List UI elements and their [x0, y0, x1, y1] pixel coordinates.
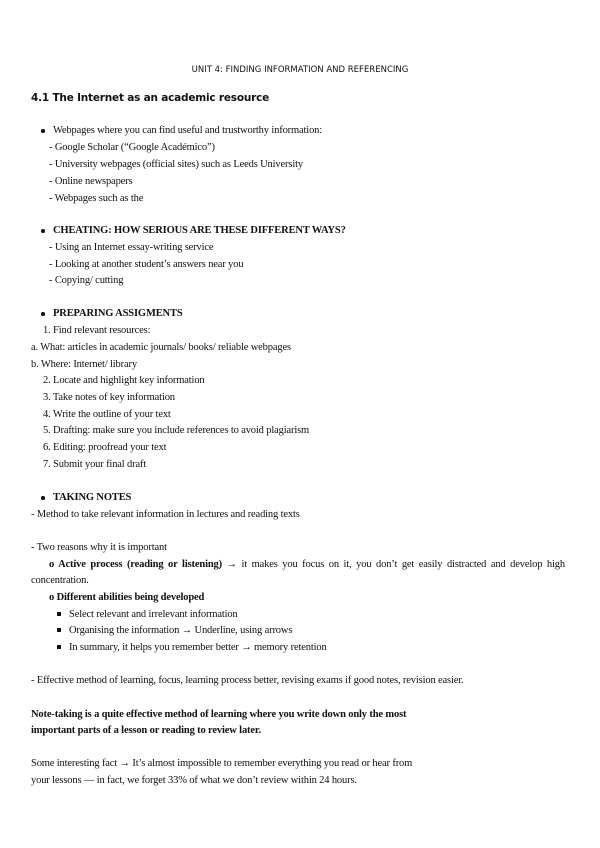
list-item: In summary, it helps you remember better → memory retention: [69, 642, 327, 653]
bold-summary-line2: important parts of a lesson or reading to review later.: [31, 725, 261, 736]
list-item: 2. Locate and highlight key information: [43, 375, 205, 386]
webpages-heading: Webpages where you can find useful and trustworthy information:: [53, 125, 323, 136]
unit-title: UNIT 4: FINDING INFORMATION AND REFERENCING: [191, 65, 409, 75]
notes-effective: - Effective method of learning, focus, learning process better, revising exams if good notes, revision easier.: [31, 675, 464, 686]
active-process-line: [49, 558, 565, 571]
preparing-heading: PREPARING ASSIGMENTS: [53, 308, 183, 319]
notes-method: - Method to take relevant information in lectures and reading texts: [31, 509, 300, 520]
cheating-heading: CHEATING: HOW SERIOUS ARE THESE DIFFERENT WAYS?: [53, 225, 346, 236]
list-item: - University webpages (official sites) such as Leeds University: [49, 159, 303, 170]
list-item: - Google Scholar (“Google Académico”): [49, 142, 215, 153]
list-item: - Looking at another student’s answers near you: [49, 259, 244, 270]
list-item: 3. Take notes of key information: [43, 392, 175, 403]
notes-heading: TAKING NOTES: [53, 492, 132, 503]
fact-line1: Some interesting fact → It’s almost impossible to remember everything you read or hear from: [31, 758, 413, 769]
list-item: - Online newspapers: [49, 176, 133, 187]
list-item: Organising the information → Underline, using arrows: [69, 625, 293, 636]
active-process-label: o Active process (reading or listening): [49, 559, 222, 570]
active-process-continuation: concentration.: [31, 575, 89, 586]
list-item: b. Where: Internet/ library: [31, 359, 137, 370]
list-item: 6. Editing: proofread your text: [43, 442, 167, 453]
fact-line2: your lessons — in fact, we forget 33% of what we don’t review within 24 hours.: [31, 775, 357, 786]
bold-summary-line1: Note-taking is a quite effective method of learning where you write down only the most: [31, 709, 407, 720]
notes-reasons: - Two reasons why it is important: [31, 542, 167, 553]
list-item: 4. Write the outline of your text: [43, 409, 171, 420]
section-title: 4.1 The Internet as an academic resource: [31, 92, 270, 104]
list-item: 1. Find relevant resources:: [43, 325, 151, 336]
list-item: - Using an Internet essay-writing service: [49, 242, 214, 253]
list-item: a. What: articles in academic journals/ books/ reliable webpages: [31, 342, 291, 353]
list-item: 5. Drafting: make sure you include references to avoid plagiarism: [43, 425, 310, 436]
list-item: - Copying/ cutting: [49, 275, 124, 286]
list-item: Select relevant and irrelevant information: [69, 609, 238, 620]
list-item: - Webpages such as the: [49, 193, 144, 204]
abilities-heading: o Different abilities being developed: [49, 592, 205, 603]
active-process-text: → it makes you focus on it, you don’t get easily distracted and develop high: [221, 559, 565, 570]
list-item: 7. Submit your final draft: [43, 459, 147, 470]
